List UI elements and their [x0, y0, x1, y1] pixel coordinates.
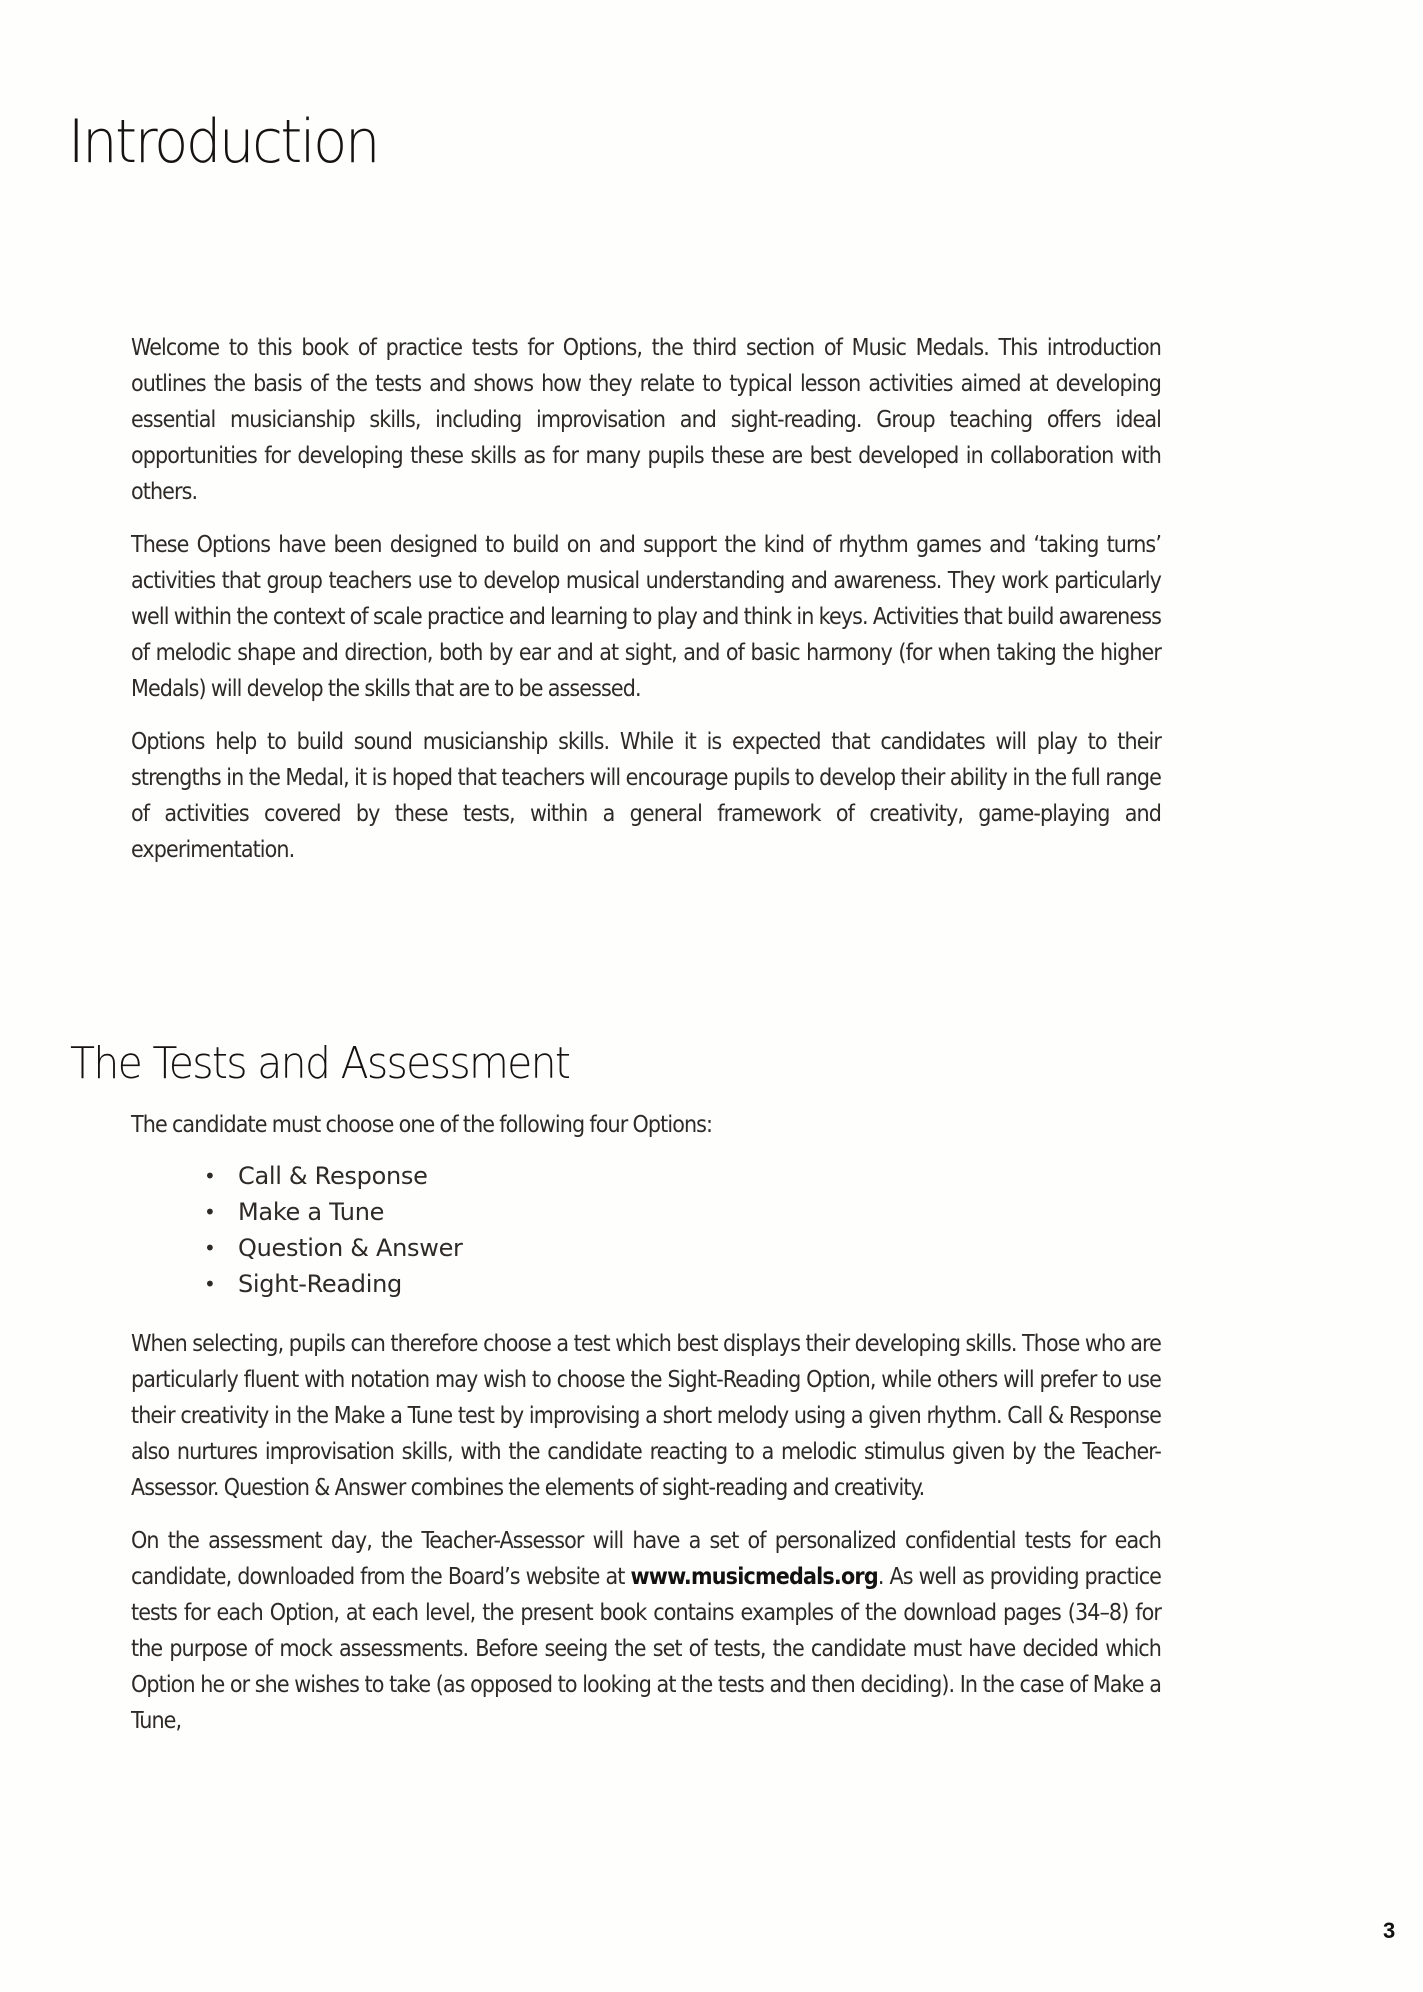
selection-paragraph: When selecting, pupils can therefore choose a test which best displays their developing skills. Those who are particularly fluent with notation may wish to choose the Sight-Reading Option, while others will prefer to use their creativity in the Make a Tune test by improvising a short melody using a given rhythm. Call & Response also nurtures improvisation skills, with the candidate reacting to a melodic stimulus given by the Teacher-Assessor. Question & Answer combines the elements of sight-reading and creativity. — [131, 1331, 1161, 1501]
intro-paragraph-2: These Options have been designed to build on and support the kind of rhythm games and ‘taking turns’ activities that group teachers use to develop musical understanding and awareness. They work particularly well within the context of scale practice and learning to play and think in keys. Activities that build awareness of melodic shape and direction, both by ear and at sight, and of basic harmony (for when taking the higher Medals) will develop the skills that are to be assessed. — [131, 532, 1161, 702]
introduction-section — [131, 330, 1161, 868]
bullet-icon: • — [204, 1236, 216, 1260]
assessment-text-after-url: . As well as providing practice tests for each Option, at each level, the present book contains examples of the download pages (34–8) for the purpose of mock assessments. Before seeing the set of tests, the candidate must have decided which Option he or she wishes to take (as opposed to looking at the tests and then deciding). In the case of Make a Tune, — [131, 1564, 1162, 1734]
intro-paragraph-1: Welcome to this book of practice tests for Options, the third section of Music Medals. This introduction outlines the basis of the tests and shows how they relate to typical lesson activities aimed at developing essential musicianship skills, including improvisation and sight-reading. Group teaching offers ideal opportunities for developing these skills as for many pupils these are best developed in collaboration with others. — [131, 335, 1161, 505]
tests-section-body — [131, 1326, 1161, 1739]
option-sight-reading: Sight-Reading — [238, 1270, 402, 1298]
bullet-icon: • — [204, 1200, 216, 1224]
list-item — [200, 1194, 463, 1230]
intro-paragraph-3: Options help to build sound musicianship skills. While it is expected that candidates will play to their strengths in the Medal, it is hoped that teachers will encourage pupils to develop their ability in the full range of activities covered by these tests, within a general framework of creativity, game-playing and experimentation. — [131, 729, 1161, 863]
option-question-and-answer: Question & Answer — [238, 1234, 463, 1262]
page-title: Introduction — [68, 107, 379, 177]
list-item — [200, 1266, 463, 1302]
option-call-and-response: Call & Response — [238, 1162, 428, 1190]
list-item — [200, 1158, 463, 1194]
bullet-icon: • — [204, 1164, 216, 1188]
website-link[interactable]: www.musicmedals.org — [630, 1564, 878, 1590]
assessment-paragraph — [131, 1523, 1161, 1739]
options-lead — [131, 1107, 1161, 1143]
options-lead-text: The candidate must choose one of the following four Options: — [131, 1112, 713, 1138]
option-make-a-tune: Make a Tune — [238, 1198, 385, 1226]
list-item — [200, 1230, 463, 1266]
options-list — [200, 1158, 463, 1302]
page-number: 3 — [1383, 1918, 1396, 1943]
assessment-text-before-url: On the assessment day, the Teacher-Assessor will have a set of personalized confidential tests for each candidate, downloaded from the Board’s website at — [131, 1528, 1161, 1590]
section-heading-tests-and-assessment: The Tests and Assessment — [70, 1038, 570, 1089]
bullet-icon: • — [204, 1272, 216, 1296]
